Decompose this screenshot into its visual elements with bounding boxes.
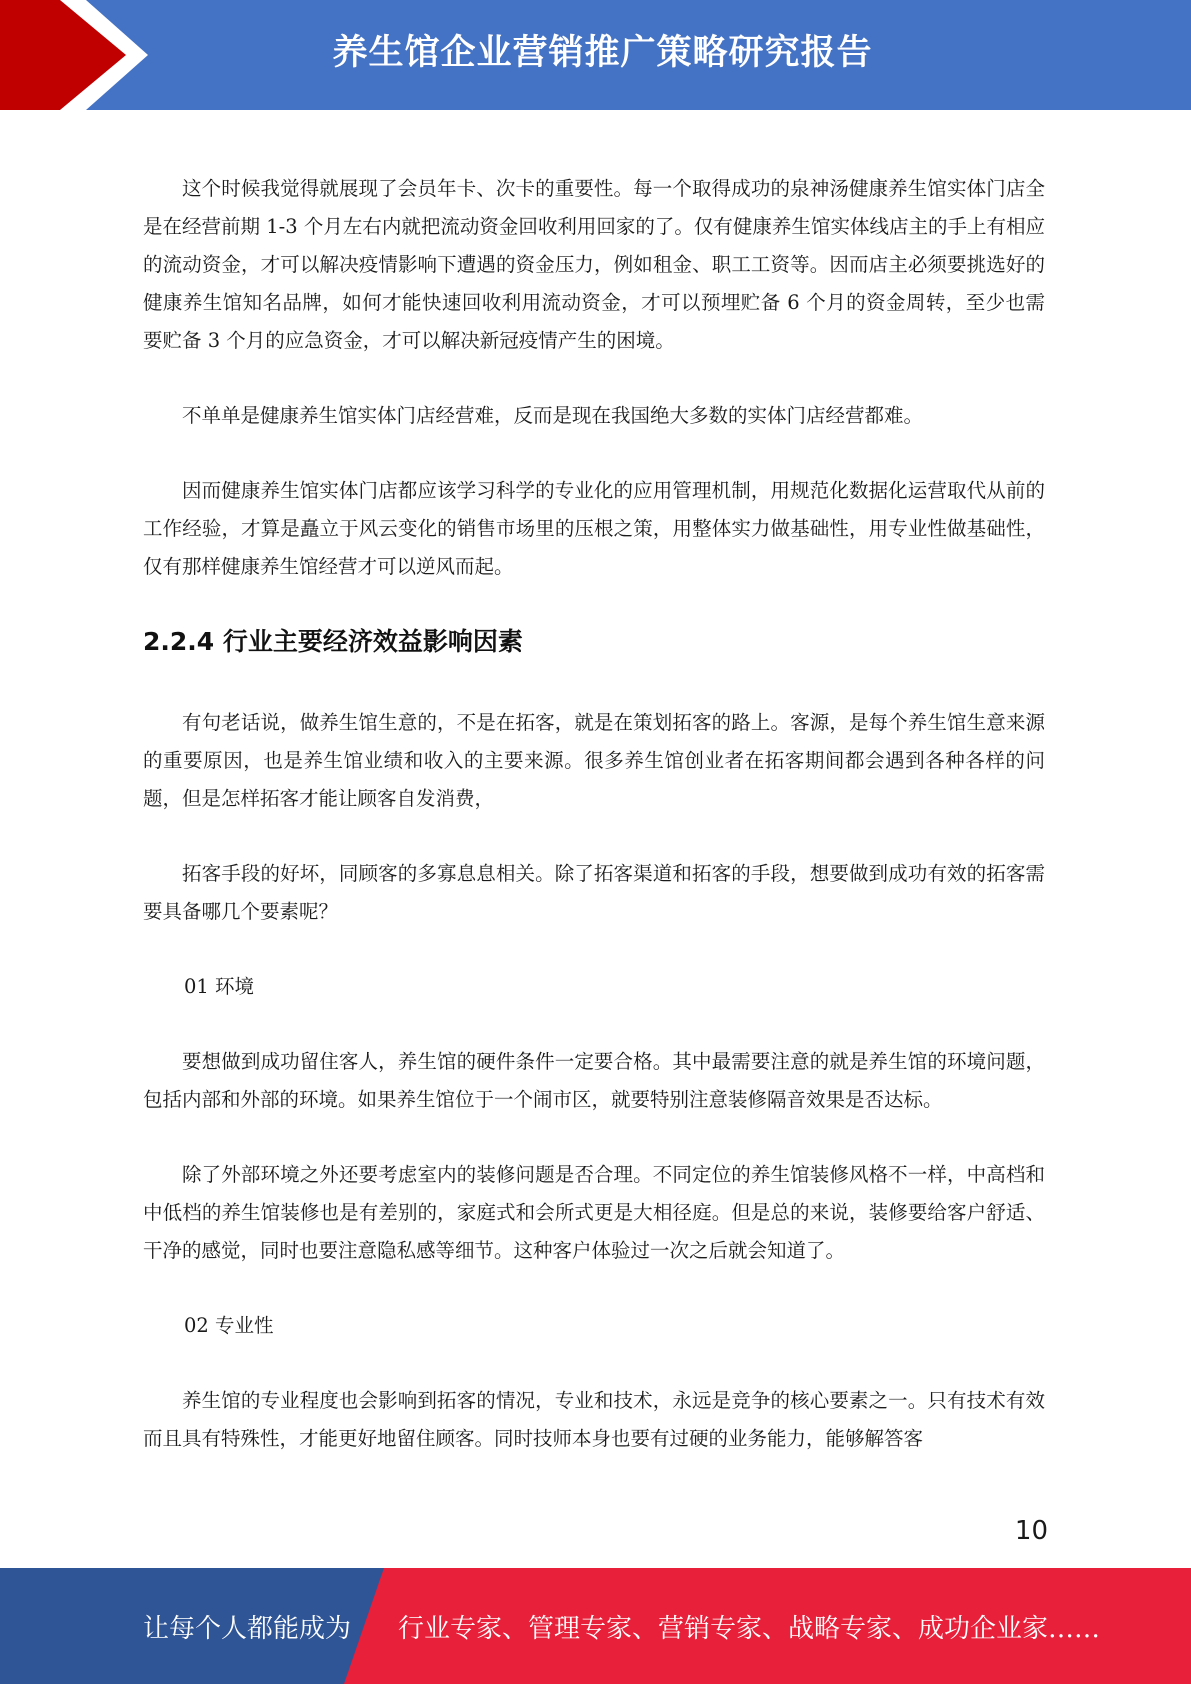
paragraph-customer-acquisition: 有句老话说，做养生馆生意的，不是在拓客，就是在策划拓客的路上。客源，是每个养生馆生意来源的重要原因，也是养生馆业绩和收入的主要来源。很多养生馆创业者在拓客期间都会遇到各种各样的问题，但是怎样拓客才能让顾客自发消费， [143,711,1045,810]
paragraph-physical-store-difficulty: 不单单是健康养生馆实体门店经营难，反而是现在我国绝大多数的实体门店经营都难。 [182,404,924,427]
subheading-professionalism: 02 专业性 [184,1314,274,1337]
footer-slogan-left: 让每个人都能成为 [143,1614,352,1644]
page-number: 10 [1014,1516,1048,1546]
paragraph-acquisition-factors: 拓客手段的好坏，同顾客的多寡息息相关。除了拓客渠道和拓客的手段，想要做到成功有效的拓客需要具备哪几个要素呢？ [143,862,1045,923]
document-body [143,170,1045,1458]
subheading-environment: 01 环境 [184,975,255,998]
paragraph-management-mechanism: 因而健康养生馆实体门店都应该学习科学的专业化的应用管理机制，用规范化数据化运营取代从前的工作经验，才算是矗立于风云变化的销售市场里的压根之策，用整体实力做基础性，用专业性做基础性，仅有那样健康养生馆经营才可以逆风而起。 [143,479,1045,578]
section-heading: 2.2.4 行业主要经济效益影响因素 [143,627,523,656]
footer-slogan-right: 行业专家、管理专家、营销专家、战略专家、成功企业家…… [398,1614,1101,1644]
paragraph-interior-decoration: 除了外部环境之外还要考虑室内的装修问题是否合理。不同定位的养生馆装修风格不一样，中高档和中低档的养生馆装修也是有差别的，家庭式和会所式更是大相径庭。但是总的来说，装修要给客户舒适、干净的感觉，同时也要注意隐私感等细节。这种客户体验过一次之后就会知道了。 [143,1163,1045,1262]
paragraph-environment-hardware: 要想做到成功留住客人，养生馆的硬件条件一定要合格。其中最需要注意的就是养生馆的环境问题，包括内部和外部的环境。如果养生馆位于一个闹市区，就要特别注意装修隔音效果是否达标。 [143,1050,1045,1111]
document-title: 养生馆企业营销推广策略研究报告 [332,33,873,73]
paragraph-membership-cards: 这个时候我觉得就展现了会员年卡、次卡的重要性。每一个取得成功的泉神汤健康养生馆实体门店全是在经营前期 1-3 个月左右内就把流动资金回收利用回家的了。仅有健康养生馆实体线店主的手上有相应的流动资金，才可以解决疫情影响下遭遇的资金压力，例如租金、职工工资等。因而店主必须要挑选好的健康养生馆知名品牌，如何才能快速回收利用流动资金，才可以预埋贮备 6 个月的资金周转，至少也需要贮备 3 个月的应急资金，才可以解决新冠疫情产生的困境。 [143,177,1045,352]
footer-banner [0,1568,1191,1684]
paragraph-professionalism: 养生馆的专业程度也会影响到拓客的情况，专业和技术，永远是竞争的核心要素之一。只有技术有效而且具有特殊性，才能更好地留住顾客。同时技师本身也要有过硬的业务能力，能够解答客 [143,1389,1045,1450]
header-banner [0,0,1191,110]
